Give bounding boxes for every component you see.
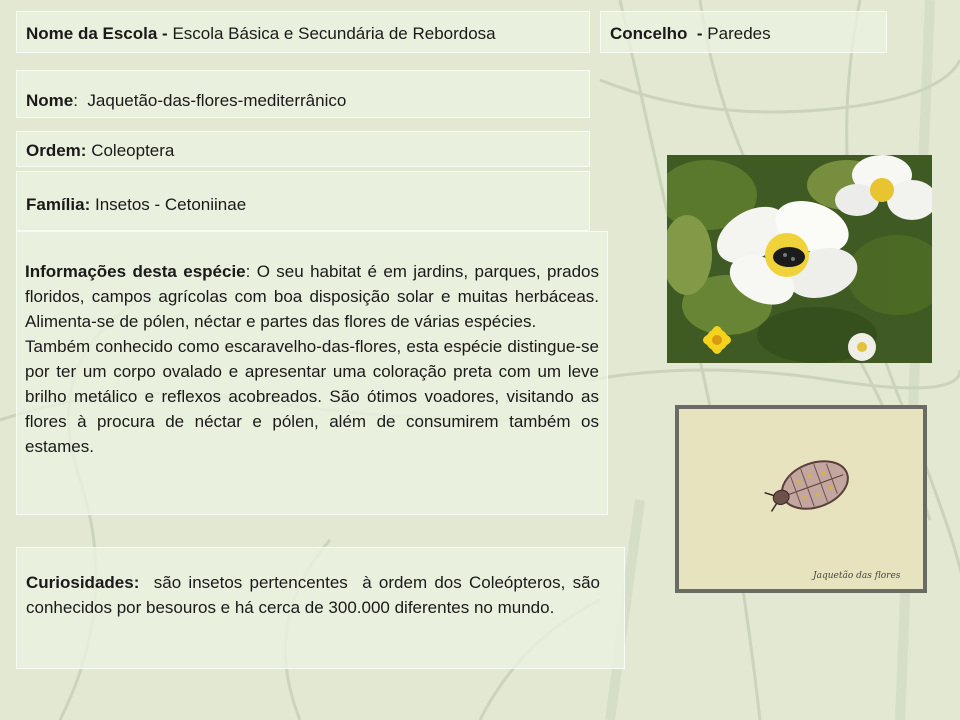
species-info-paragraph-2: Também conhecido como escaravelho-das-flores, esta espécie distingue-se por ter um corpo ovalado e apresentar uma coloração preta com um leve brilho metálico e reflexos acobreados. São ótimos voadores, visitando as flores à procura de néctar e pólen, além de consumirem também os estames. xyxy=(25,337,599,456)
municipality-box xyxy=(600,11,887,53)
beetle-flower-photo xyxy=(667,155,932,363)
species-info-label: Informações desta espécie xyxy=(25,262,246,281)
family-value: Insetos - Cetoniinae xyxy=(90,195,247,214)
family-box xyxy=(16,171,590,231)
species-name-value: : Jaquetão-das-flores-mediterrânico xyxy=(73,91,347,110)
school-name-label: Nome da Escola - xyxy=(26,24,173,43)
municipality-separator: - xyxy=(687,24,708,43)
curiosities-paragraph xyxy=(26,570,605,620)
beetle-drawing xyxy=(675,405,927,593)
family-label: Família: xyxy=(26,195,91,214)
species-info-text-1: : O seu habitat é em jardins, parques, prados floridos, campos agrícolas com boa disposição solar e muitas herbáceas. Alimenta-se de pólen, néctar e partes das flores de várias espécies. xyxy=(25,262,599,331)
order-box xyxy=(16,131,590,167)
school-name-value: Escola Básica e Secundária de Rebordosa xyxy=(172,24,496,43)
species-info-paragraph-1 xyxy=(25,259,599,334)
species-name-box xyxy=(16,70,590,118)
drawing-caption: Jaquetão das flores xyxy=(813,571,901,581)
species-name-label: Nome xyxy=(26,91,74,110)
order-label: Ordem: xyxy=(26,141,87,160)
beetle-drawing-image xyxy=(675,405,927,593)
curiosities-text: são insetos pertencentes à ordem dos Coleópteros, são conhecidos por besouros e há cerca de 300.000 diferentes no mundo. xyxy=(26,573,605,617)
school-name-box xyxy=(16,11,590,53)
species-info-box xyxy=(16,231,608,515)
curiosities-label: Curiosidades: xyxy=(26,573,140,592)
curiosities-box xyxy=(16,547,625,669)
municipality-value: Paredes xyxy=(707,24,771,43)
municipality-label: Concelho xyxy=(610,24,688,43)
order-value: Coleoptera xyxy=(86,141,175,160)
